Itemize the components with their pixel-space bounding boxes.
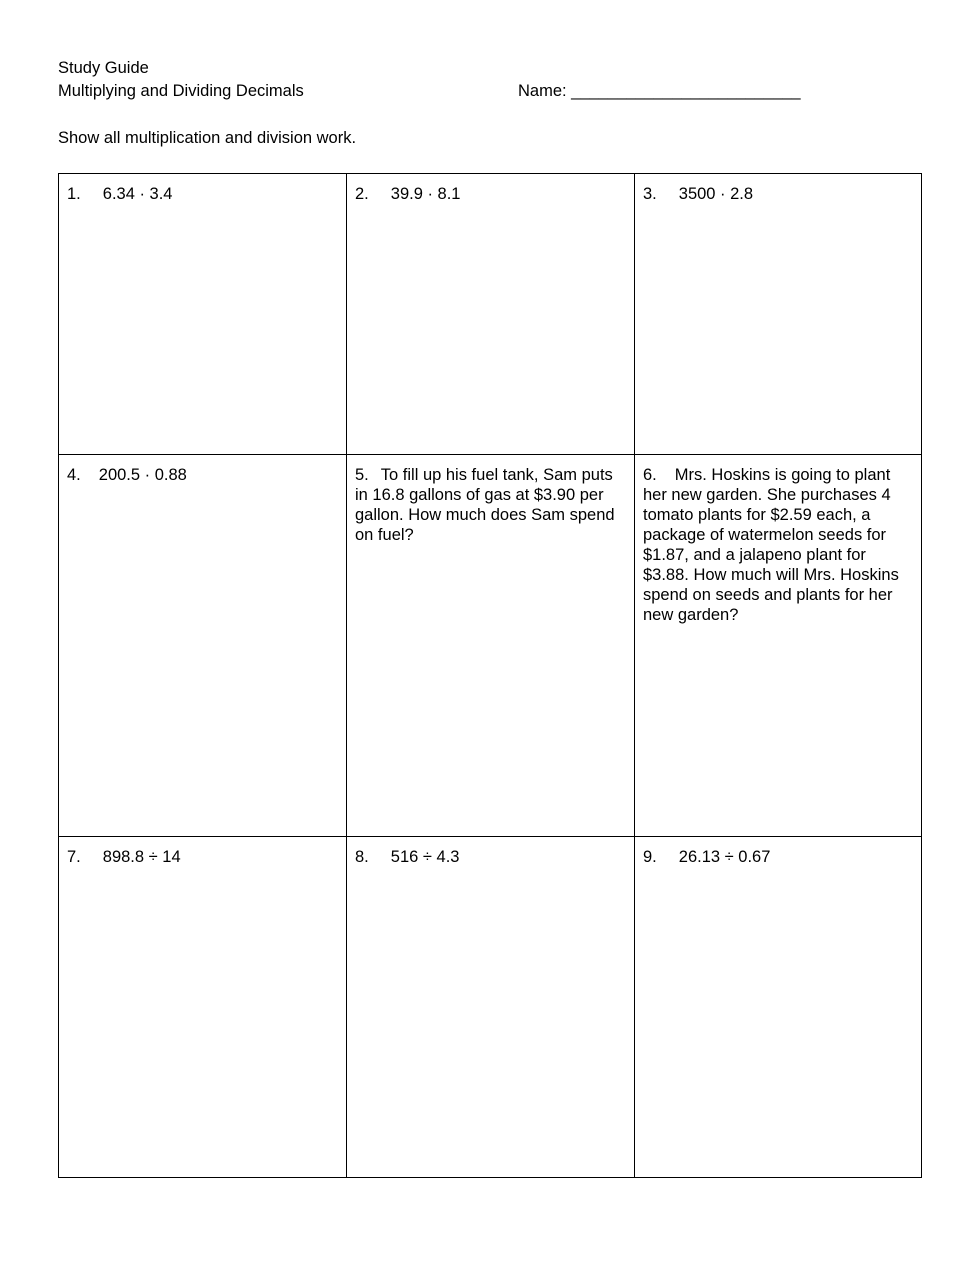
problem-text: 26.13 ÷ 0.67	[678, 848, 771, 866]
problem-number: 9.	[643, 848, 657, 866]
problem-number: 1.	[67, 185, 81, 203]
problem-number: 4.	[67, 466, 81, 484]
problem-text: 200.5 · 0.88	[98, 466, 187, 484]
problem-cell-4	[59, 455, 347, 837]
problem-cell-7	[59, 837, 347, 1177]
problem-number: 2.	[355, 185, 369, 203]
instructions: Show all multiplication and division work.	[58, 129, 357, 147]
problem-text: 39.9 · 8.1	[390, 185, 461, 203]
problem-text: To fill up his fuel tank, Sam puts in 16.8 gallons of gas at $3.90 per gallon. How much does Sam spend on fuel?	[355, 466, 615, 544]
problem-number: 5.	[355, 466, 369, 484]
problem-text: Mrs. Hoskins is going to plant her new garden. She purchases 4 tomato plants for $2.59 each, a package of watermelon seeds for $1.87, and a jalapeno plant for $3.88. How much will Mrs. Hoskins spend on seeds and plants for her new garden?	[643, 466, 899, 624]
problem-cell-8	[347, 837, 635, 1177]
problem-number: 7.	[67, 848, 81, 866]
problem-cell-5	[347, 455, 635, 837]
problem-cell-6	[635, 455, 921, 837]
problem-text: 3500 · 2.8	[678, 185, 754, 203]
problem-text: 898.8 ÷ 14	[102, 848, 181, 866]
problem-number: 3.	[643, 185, 657, 203]
problem-text: 516 ÷ 4.3	[390, 848, 460, 866]
problem-cell-2	[347, 174, 635, 455]
problem-cell-9	[635, 837, 921, 1177]
document-title: Study Guide	[58, 59, 149, 77]
problem-cell-3	[635, 174, 921, 455]
problem-text: 6.34 · 3.4	[102, 185, 173, 203]
document-subtitle: Multiplying and Dividing Decimals	[58, 82, 304, 100]
problem-number: 6.	[643, 466, 657, 484]
name-field-label: Name: _________________________	[518, 82, 801, 100]
problem-grid	[58, 173, 922, 1178]
problem-number: 8.	[355, 848, 369, 866]
problem-cell-1	[59, 174, 347, 455]
